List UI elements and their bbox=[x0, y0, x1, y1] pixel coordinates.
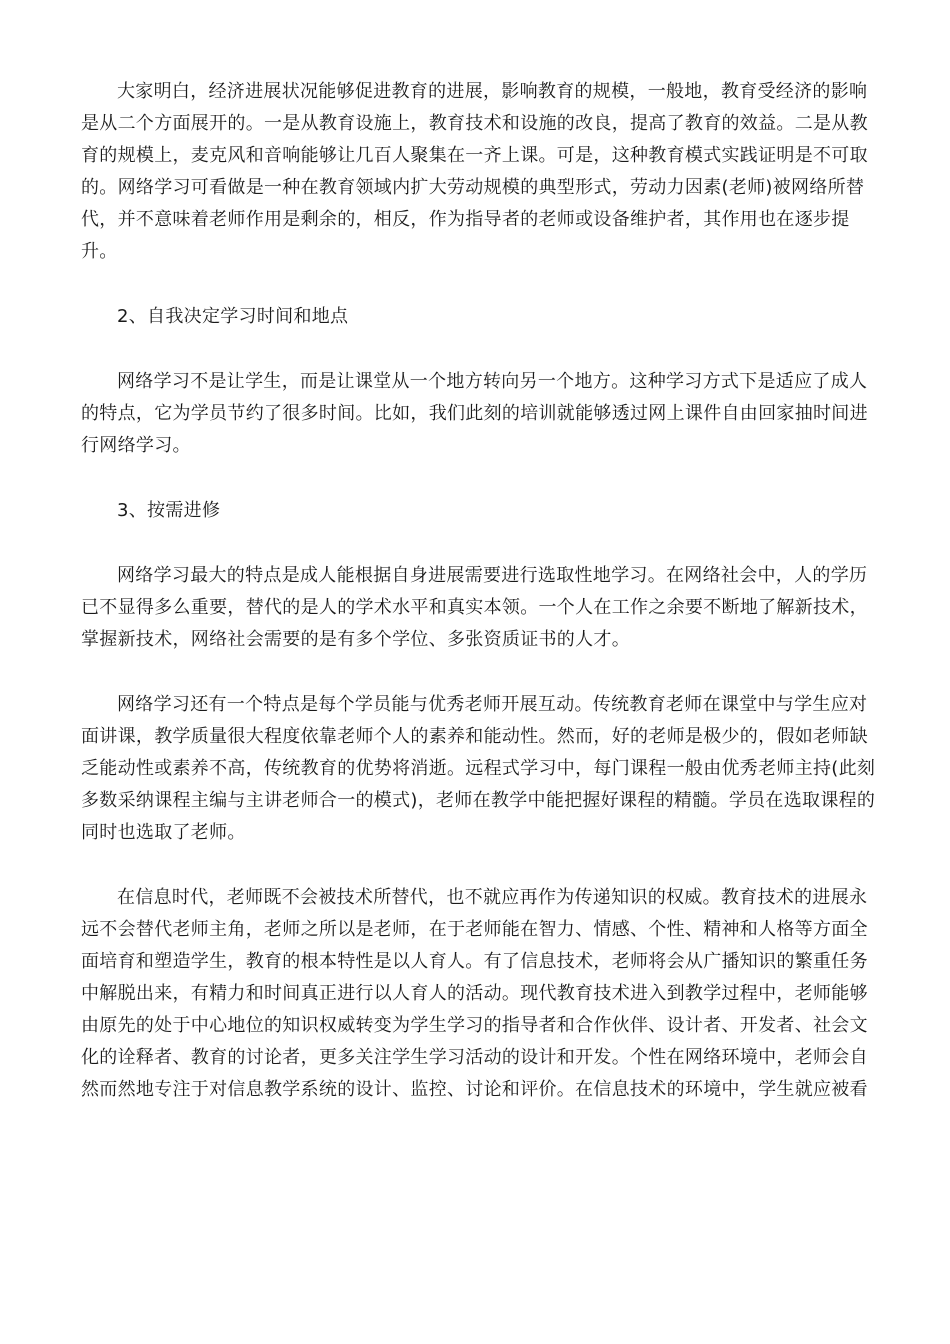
text-line: 已不显得多么重要，替代的是人的学术水平和真实本领。一个人在工作之余要不断地了解新技术， bbox=[81, 597, 868, 618]
text-line: 是从二个方面展开的。一是从教育设施上，教育技术和设施的改良，提高了教育的效益。二是从教 bbox=[81, 113, 868, 134]
paragraph-5 bbox=[81, 882, 868, 1106]
text-line: 大家明白，经济进展状况能够促进教育的进展，影响教育的规模，一般地，教育受经济的影响 bbox=[117, 81, 868, 102]
text-line: 代，并不意味着老师作用是剩余的，相反，作为指导者的老师或设备维护者，其作用也在逐步提 bbox=[81, 209, 850, 230]
text-line: 乏能动性或素养不高，传统教育的优势将消逝。远程式学习中，每门课程一般由优秀老师主持(此刻 bbox=[81, 758, 876, 779]
text-line: 网络学习不是让学生，而是让课堂从一个地方转向另一个地方。这种学习方式下是适应了成人 bbox=[117, 371, 868, 392]
text-line: 的。网络学习可看做是一种在教育领域内扩大劳动规模的典型形式，劳动力因素(老师)被网络所替 bbox=[81, 177, 865, 198]
section-heading-3 bbox=[81, 495, 865, 527]
text-line: 化的诠释者、教育的讨论者，更多关注学生学习活动的设计和开发。个性在网络环境中，老师会自 bbox=[81, 1047, 868, 1068]
paragraph-2 bbox=[81, 366, 868, 462]
text-line: 同时也选取了老师。 bbox=[81, 822, 246, 843]
text-line: 育的规模上，麦克风和音响能够让几百人聚集在一齐上课。可是，这种教育模式实践证明是不可取 bbox=[81, 145, 868, 166]
text-line: 远不会替代老师主角，老师之所以是老师，在于老师能在智力、情感、个性、精神和人格等方面全 bbox=[81, 919, 868, 940]
section-heading-2 bbox=[81, 301, 865, 333]
text-line: 升。 bbox=[81, 241, 118, 262]
section-heading: 3、按需进修 bbox=[117, 500, 221, 521]
text-line: 面讲课，教学质量很大程度依靠老师个人的素养和能动性。然而，好的老师是极少的，假如老师缺 bbox=[81, 726, 868, 747]
text-line: 的特点，它为学员节约了很多时间。比如，我们此刻的培训就能够透过网上课件自由回家抽时间进 bbox=[81, 403, 868, 424]
text-line: 由原先的处于中心地位的知识权威转变为学生学习的指导者和合作伙伴、设计者、开发者、社会文 bbox=[81, 1015, 868, 1036]
text-line: 网络学习最大的特点是成人能根据自身进展需要进行选取性地学习。在网络社会中，人的学历 bbox=[117, 565, 868, 586]
text-line: 面培育和塑造学生，教育的根本特性是以人育人。有了信息技术，老师将会从广播知识的繁重任务 bbox=[81, 951, 868, 972]
paragraph-4 bbox=[81, 689, 876, 849]
document-body bbox=[81, 76, 876, 1106]
text-line: 网络学习还有一个特点是每个学员能与优秀老师开展互动。传统教育老师在课堂中与学生应对 bbox=[117, 694, 868, 715]
text-line: 掌握新技术，网络社会需要的是有多个学位、多张资质证书的人才。 bbox=[81, 629, 630, 650]
text-line: 中解脱出来，有精力和时间真正进行以人育人的活动。现代教育技术进入到教学过程中，老师能够 bbox=[81, 983, 868, 1004]
text-line: 多数采纳课程主编与主讲老师合一的模式)，老师在教学中能把握好课程的精髓。学员在选取课程的 bbox=[81, 790, 876, 811]
section-heading: 2、自我决定学习时间和地点 bbox=[117, 306, 349, 327]
text-line: 然而然地专注于对信息教学系统的设计、监控、讨论和评价。在信息技术的环境中，学生就应被看 bbox=[81, 1079, 868, 1100]
paragraph-3 bbox=[81, 560, 868, 656]
paragraph-1 bbox=[81, 76, 868, 268]
text-line: 行网络学习。 bbox=[81, 435, 191, 456]
text-line: 在信息时代，老师既不会被技术所替代，也不就应再作为传递知识的权威。教育技术的进展永 bbox=[117, 887, 868, 908]
